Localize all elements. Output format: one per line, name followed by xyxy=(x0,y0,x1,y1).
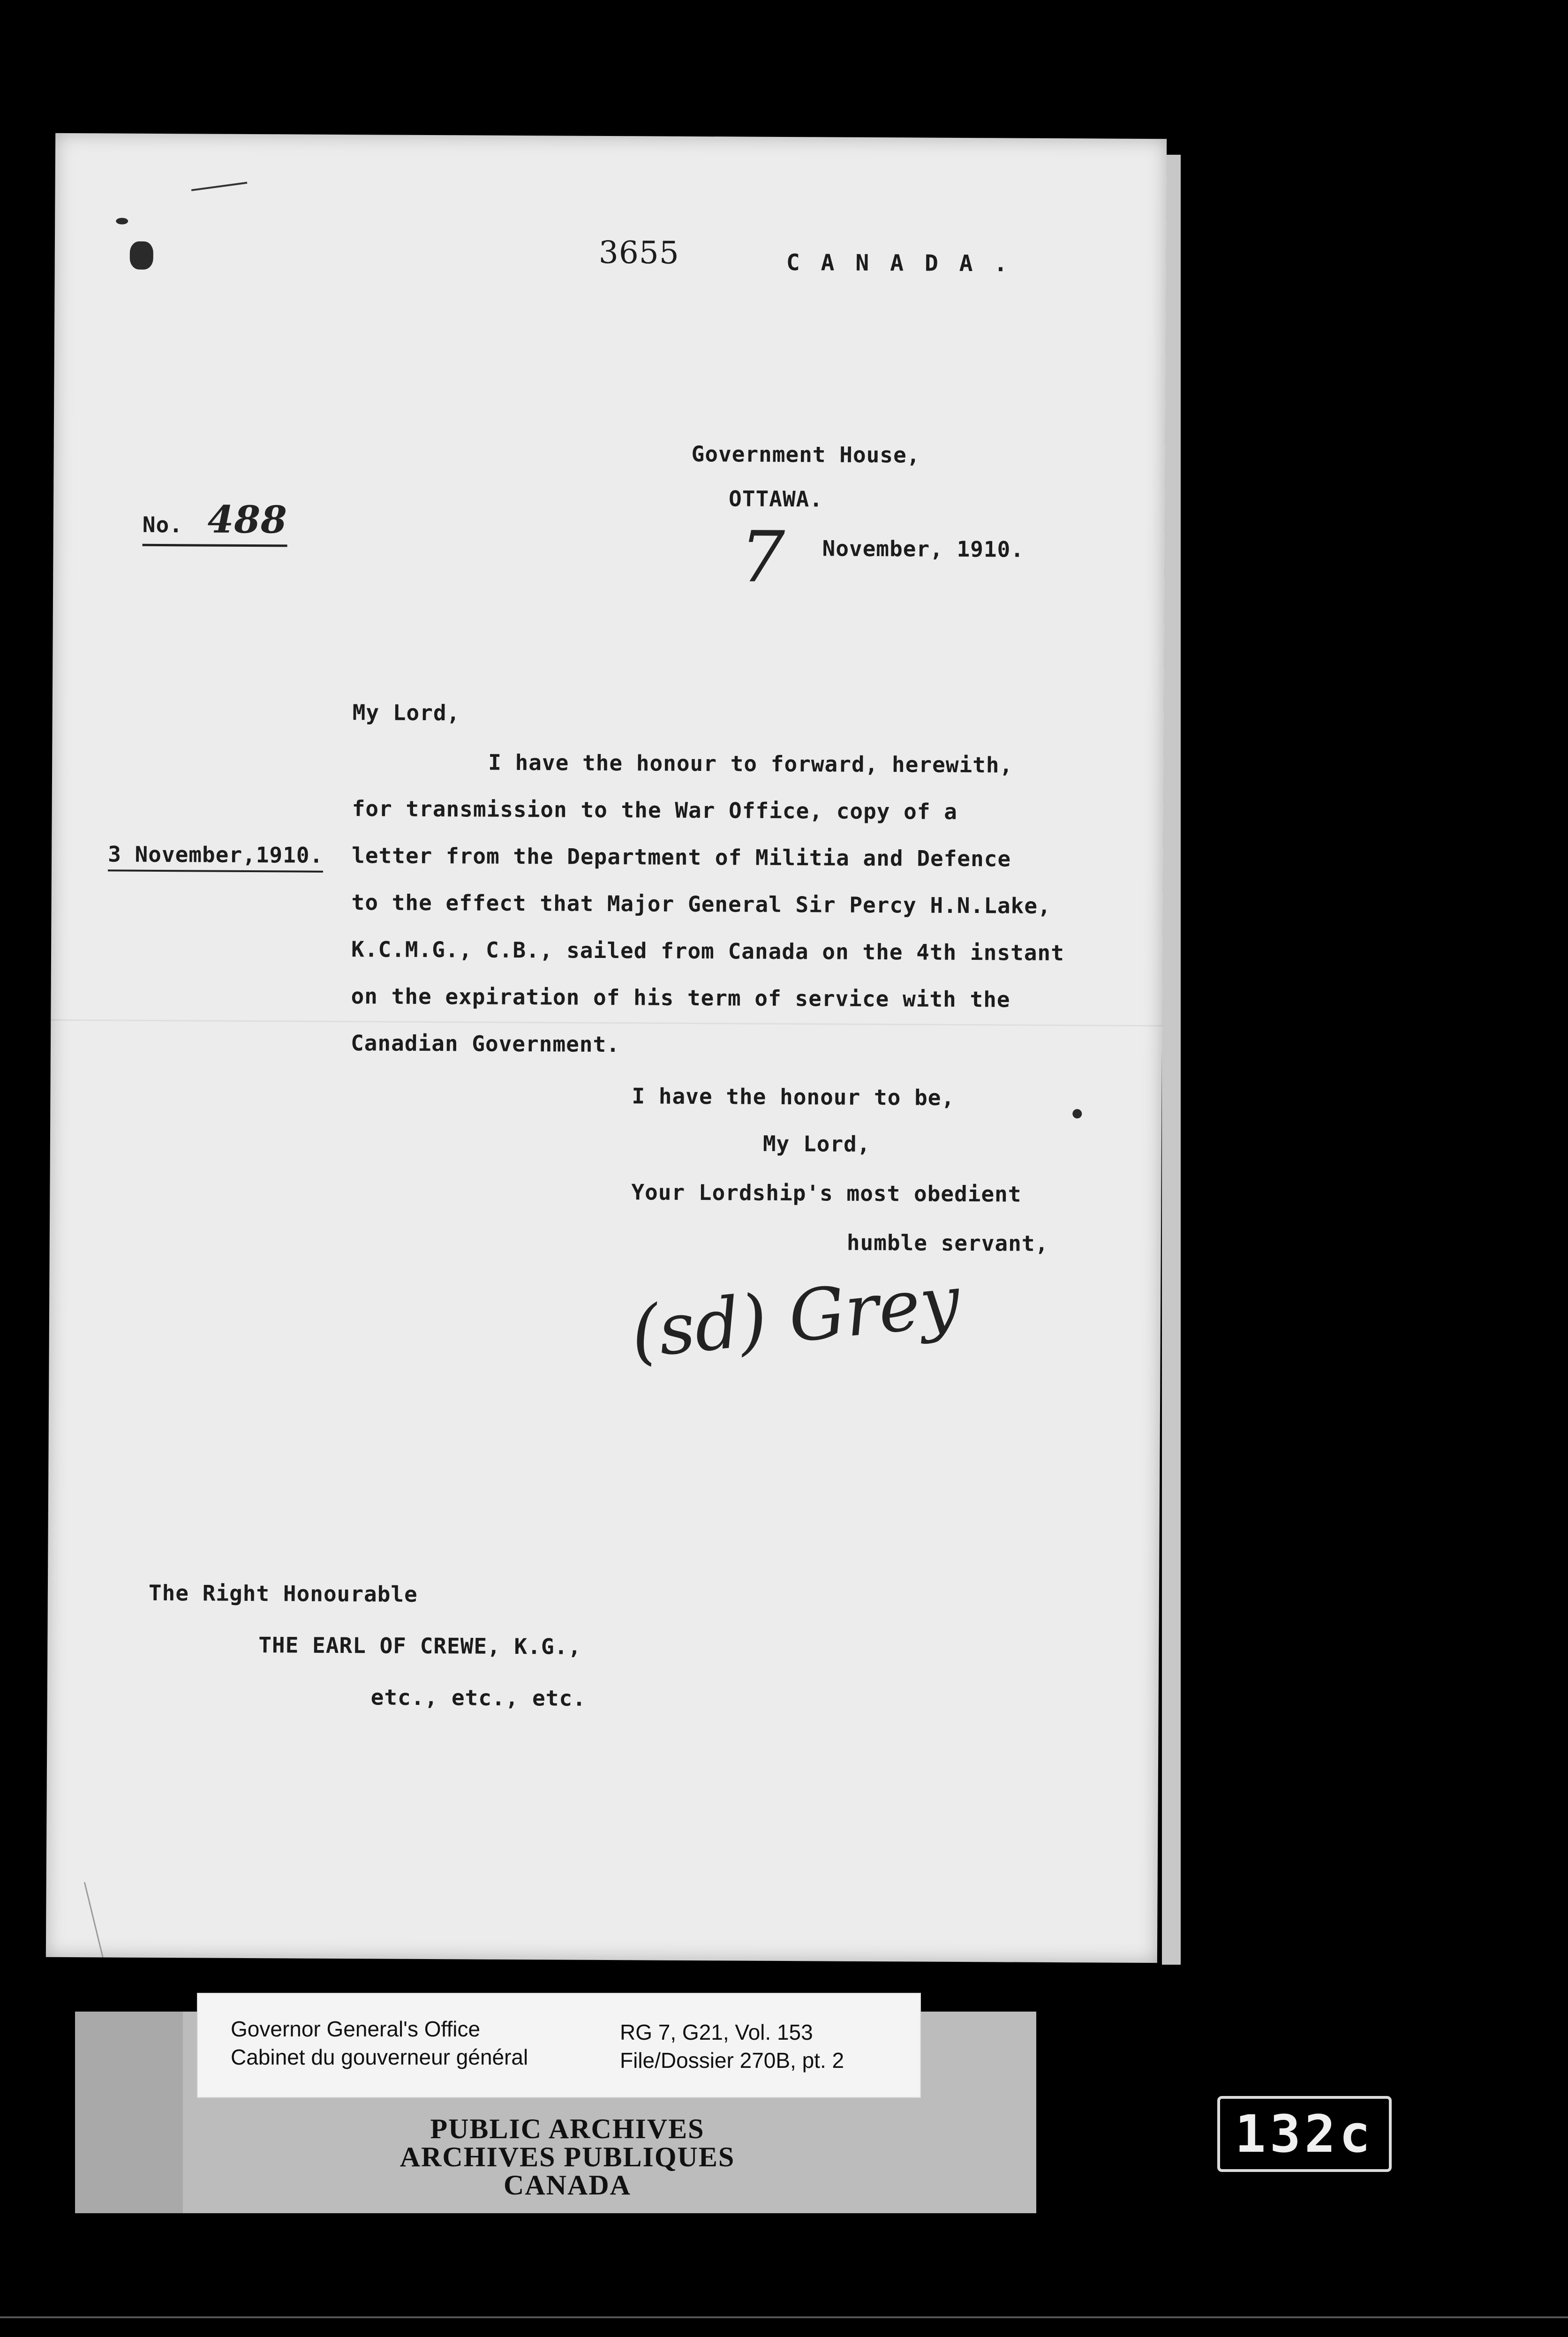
date-month-year: November, 1910. xyxy=(822,535,1025,562)
closing-line: I have the honour to be, xyxy=(632,1083,955,1110)
addressee-line: THE EARL OF CREWE, K.G., xyxy=(258,1632,582,1659)
archives-country: CANADA xyxy=(504,2170,631,2201)
address-line-2: OTTAWA. xyxy=(728,486,823,512)
page-fold xyxy=(51,1019,1162,1026)
despatch-number-handwritten: 488 xyxy=(207,497,287,542)
addressee-line: etc., etc., etc. xyxy=(370,1684,586,1711)
archives-name-fr: ARCHIVES PUBLIQUES xyxy=(400,2141,735,2172)
body-line: to the effect that Major General Sir Percy H.N.Lake, xyxy=(351,890,1051,919)
record-group-reference: RG 7, G21, Vol. 153 xyxy=(620,2020,813,2044)
closing-line: My Lord, xyxy=(762,1131,871,1157)
body-line: I have the honour to forward, herewith, xyxy=(488,749,1013,778)
film-edge-rule xyxy=(0,2316,1568,2318)
body-line: for transmission to the War Office, copy of a xyxy=(352,796,958,824)
signature-handwritten: (sd) Grey xyxy=(627,1260,964,1374)
despatch-number-block xyxy=(143,497,287,547)
microfilm-frame-counter xyxy=(1217,2096,1392,2172)
body-line: Canadian Government. xyxy=(350,1030,620,1057)
file-reference: File/Dossier 270B, pt. 2 xyxy=(620,2048,844,2073)
address-line-1: Government House, xyxy=(691,441,920,468)
margin-date: 3 November,1910. xyxy=(108,841,323,872)
archive-label-strip-edge xyxy=(75,2012,183,2213)
pencil-mark xyxy=(191,182,247,191)
country-heading: C A N A D A . xyxy=(786,249,1011,277)
letter-page xyxy=(46,133,1167,1963)
archives-name-en: PUBLIC ARCHIVES xyxy=(430,2113,705,2144)
body-line: K.C.M.G., C.B., sailed from Canada on the 4th instant xyxy=(351,936,1065,966)
ink-dot xyxy=(1072,1109,1082,1118)
closing-line: Your Lordship's most obedient xyxy=(631,1179,1022,1207)
body-line: on the expiration of his term of service with the xyxy=(351,983,1010,1012)
salutation: My Lord, xyxy=(352,700,460,726)
office-name-en: Governor General's Office xyxy=(231,2017,481,2041)
ink-mark xyxy=(116,218,128,225)
addressee-line: The Right Honourable xyxy=(148,1580,418,1607)
closing-line: humble servant, xyxy=(846,1229,1049,1256)
page-number: 3655 xyxy=(598,234,680,271)
frame-counter-value: 132c xyxy=(1235,2104,1374,2164)
office-name-fr: Cabinet du gouverneur général xyxy=(231,2045,528,2069)
body-line: letter from the Department of Militia and Defence xyxy=(352,843,1011,872)
archive-reference-card xyxy=(197,1993,921,2098)
punch-hole-mark xyxy=(130,241,153,270)
despatch-label: No. xyxy=(142,512,183,538)
date-day-handwritten: 7 xyxy=(740,516,785,598)
